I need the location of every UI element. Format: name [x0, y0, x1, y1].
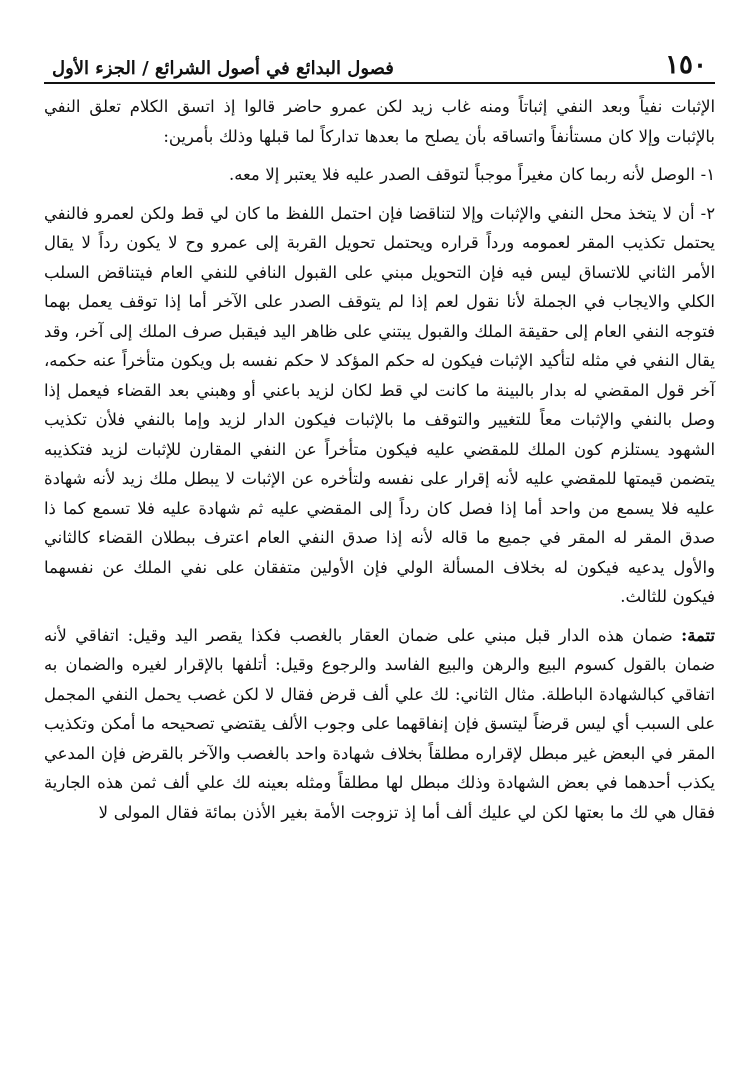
- paragraph-intro: [44, 92, 715, 151]
- supplement-heading: تتمة:: [681, 625, 715, 645]
- paragraph-supplement: [44, 621, 715, 828]
- paragraph-text: الإثبات نفياً وبعد النفي إثباتاً ومنه غاب زيد لكن عمرو حاضر قالوا إذ اتسق الكلام تعلق النفي بالإثبات وإلا كان مستأنفاً واتساقه بأن يصلح ما بعدها تداركاً لما قبلها وذلك بأمرين:: [44, 97, 715, 146]
- running-title: فصول البدائع في أصول الشرائع / الجزء الأول: [52, 58, 394, 79]
- paragraph-text: ضمان هذه الدار قبل مبني على ضمان العقار بالغصب فكذا يقصر اليد وقيل: اتفاقي لأنه ضمان بالقول كسوم البيع والرهن والبيع الفاسد والرجوع وقيل: أتلفها بالإقرار لغيره والضمان به اتفاقي كبالشهادة الباطلة. مثال الثاني: لك علي ألف قرض فقال لا لكن غصب يحمل النفي المجمل على السبب أي ليس قرضاً ليتسق فإن إنفاقهما على وجوب الألف يقتضي تصحيحه ما أمكن وتكذيب المقر في البعض غير مبطل لإقراره مطلقاً بخلاف شهادة واحد بالغصب والآخر بالقرض فإن المدعي يكذب أحدهما في بعض الشهادة وذلك مبطل لها مطلقاً ومثله بعينه لك علي ألف ثمن هذه الجارية فقال هي لك ما بعتها لكن لي عليك ألف أما إذ تزوجت الأمة بغير الأذن بمائة فقال المولى لا: [44, 625, 715, 822]
- page-number: ١٥٠: [665, 50, 707, 80]
- paragraph-text: ١- الوصل لأنه ربما كان مغيراً موجباً لتوقف الصدر عليه فلا يعتبر إلا معه.: [229, 165, 715, 184]
- paragraph-condition-2: [44, 199, 715, 612]
- paragraph-text: ٢- أن لا يتخذ محل النفي والإثبات وإلا لتناقضا فإن احتمل اللفظ ما كان لي قط ولكن لعمرو فالنفي يحتمل تكذيب المقر لعمومه ورداً قراره ويحتمل تحويل القربة إلى عمرو وح لا يكون رداً لا يقال الأمر الثاني للاتساق ليس فيه فإن التحويل مبني على القبول النافي للنفي العام فيتناقض السلب الكلي والايجاب في الجملة لأنا نقول لعم إذا لم يتوقف الصدر على الآخر أما إذا توقف يعمل بهما فتوجه النفي العام إلى حقيقة الملك والقبول يبتني على ظاهر اليد فيقبل صرف الملك إلى آخر، وقد يقال النفي في مثله لتأكيد الإثبات فيكون له حكم المؤكد لا حكم نفسه بل ويكون متأخراً عنه حكمه، آخر قول المقضي له بدار بالبينة ما كانت لي قط لكان لزيد باعني أو وهبني بعد القضاء فيعمل إذا وصل بالنفي والإثبات معاً للتغيير والتوقف ما بالإثبات فيكون الدار لزيد وإما بالنفي فلأن تكذيب الشهود يستلزم كون الملك للمقضي عليه فيكون متأخراً عن النفي المقارن للإثبات لزيد فتكذيبه يتضمن قيمتها للمقضي عليه لأنه إقرار على نفسه ولتأخره عن الإثبات لا يبطل ملك زيد لأنه شهادة عليه فلا يسمع من واحد أما إذا فصل كان رداً إلى المقضي عليه ثم شهادة عليه فلا تسمع كما ذا صدق المقر له المقر في جميع ما قاله لأنه إذا صدق النفي العام اعترف ببطلان القضاء كالثاني والأول يدعيه فيكون له بخلاف المسألة الولي فإن الأولين متفقان على نفي الملك عن نفسهما فيكون للثالث.: [44, 203, 715, 606]
- page-body: [44, 92, 715, 827]
- paragraph-condition-1: [44, 160, 715, 190]
- page-header: [44, 40, 715, 84]
